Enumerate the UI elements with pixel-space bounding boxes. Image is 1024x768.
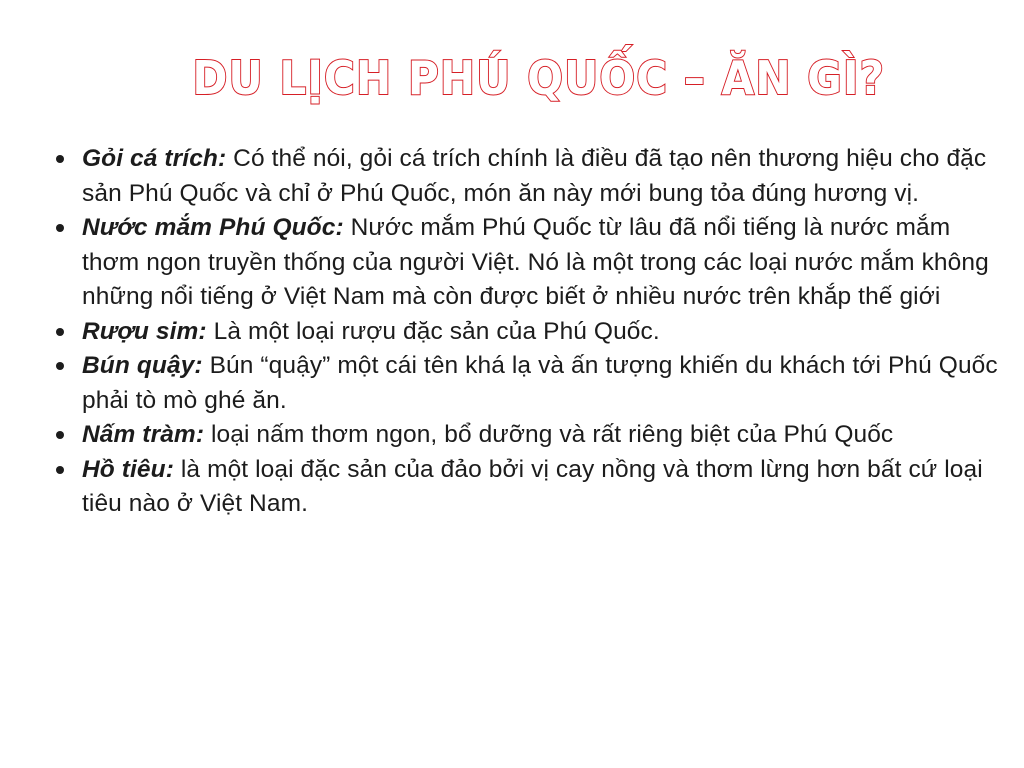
item-term: Bún quậy:: [82, 352, 203, 379]
list-item-nam-tram: [0, 418, 1024, 453]
item-term: Gỏi cá trích:: [82, 145, 227, 172]
item-term: Hồ tiêu:: [82, 455, 174, 483]
food-list: [0, 142, 1024, 522]
list-item-goi-ca-trich: [0, 142, 1024, 211]
item-text: loại nấm thơm ngon, bổ dưỡng và rất riêng biệt của Phú Quốc: [204, 421, 894, 448]
bullet-icon: [56, 224, 64, 232]
list-item-ho-tieu: [0, 453, 1024, 522]
list-item-bun-quay: [0, 349, 1024, 418]
item-text: Bún “quậy” một cái tên khá lạ và ấn tượng khiến du khách tới Phú Quốc phải tò mò ghé ăn.: [82, 352, 998, 414]
list-item-nuoc-mam: [0, 211, 1024, 315]
item-text: là một loại đặc sản của đảo bởi vị cay nồng và thơm lừng hơn bất cứ loại tiêu nào ở Việt Nam.: [82, 455, 983, 517]
page-title: DU LỊCH PHÚ QUỐC – ĂN GÌ?: [192, 51, 885, 105]
list-item-ruou-sim: [0, 315, 1024, 350]
item-text: Nước mắm Phú Quốc từ lâu đã nổi tiếng là nước mắm thơm ngon truyền thống của người Việt. Nó là một trong các loại nước mắm không những nổi tiếng ở Việt Nam mà còn được biết ở nhiều nước trên khắp thế giới: [82, 214, 989, 310]
bullet-icon: [56, 155, 64, 163]
item-text: Là một loại rượu đặc sản của Phú Quốc.: [206, 317, 660, 345]
bullet-icon: [56, 431, 64, 439]
item-text: Có thể nói, gỏi cá trích chính là điều đã tạo nên thương hiệu cho đặc sản Phú Quốc và chỉ ở Phú Quốc, món ăn này mới bung tỏa đúng hương vị.: [82, 145, 987, 207]
item-term: Nấm tràm:: [82, 421, 205, 448]
item-term: Rượu sim:: [82, 317, 207, 345]
bullet-icon: [56, 362, 64, 370]
item-term: Nước mắm Phú Quốc:: [82, 214, 344, 241]
bullet-icon: [56, 466, 64, 474]
bullet-icon: [56, 328, 64, 336]
